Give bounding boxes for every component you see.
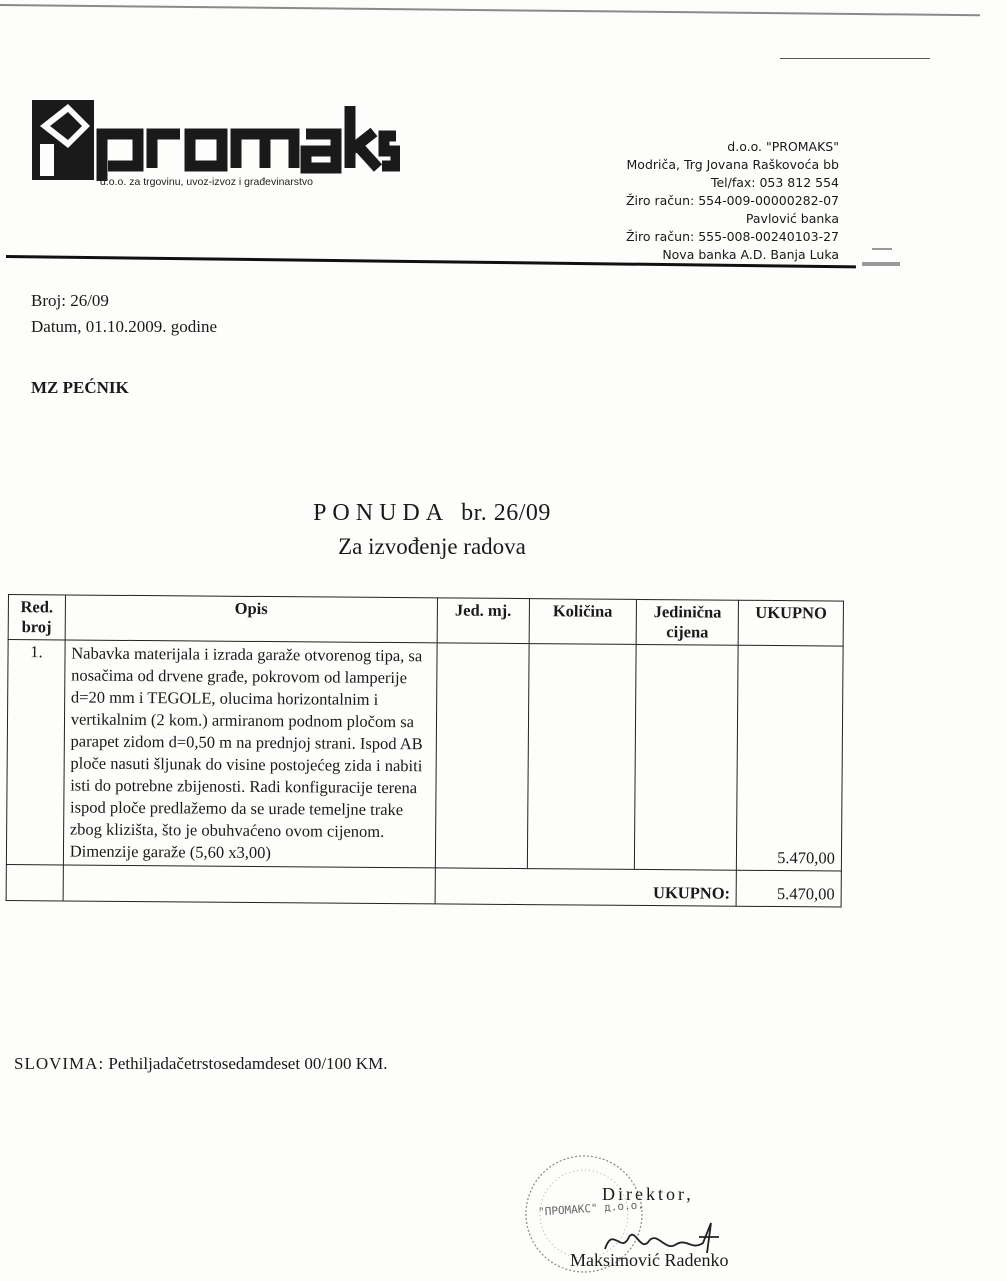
- scan-artifact: [862, 262, 900, 266]
- logo-subtitle: d.o.o. za trgovinu, uvoz-izvoz i građevinarstvo: [100, 176, 314, 188]
- scan-artifact: [872, 248, 892, 250]
- cell-empty: [6, 864, 63, 900]
- cell-red-broj: 1.: [6, 640, 65, 865]
- header-red-broj: Red. broj: [8, 595, 65, 640]
- recipient: MZ PEĆNIK: [31, 378, 129, 397]
- logo-wordmark: [102, 106, 396, 181]
- total-value: 5.470,00: [736, 870, 841, 907]
- table-row: [6, 640, 843, 872]
- cell-ukupno: 5.470,00: [737, 645, 843, 871]
- amount-in-words: [14, 1054, 387, 1074]
- offer-title-word: PONUDA: [313, 500, 450, 526]
- signatory-name: Maksimović Radenko: [570, 1250, 729, 1270]
- header-jedinicna-cijena: Jedinična cijena: [636, 599, 739, 645]
- logo-emblem-icon: [32, 100, 94, 180]
- scan-edge-line: [0, 4, 980, 16]
- header-ukupno: UKUPNO: [739, 600, 844, 646]
- company-line: Žiro račun: 555-008-00240103-27: [625, 229, 839, 244]
- cell-jed-mj: [435, 643, 529, 869]
- offer-number: br. 26/09: [461, 500, 551, 526]
- offer-table: [6, 594, 844, 908]
- amount-in-words-value: Pethiljadačetrstosedamdeset 00/100 KM.: [108, 1054, 388, 1073]
- company-info: [626, 138, 839, 264]
- cell-jedinicna-cijena: [634, 644, 738, 870]
- company-line: Tel/fax: 053 812 554: [710, 175, 839, 190]
- company-line: Modriča, Trg Jovana Raškovoća bb: [626, 157, 839, 172]
- company-line: Pavlović banka: [745, 211, 839, 226]
- cell-opis: Nabavka materijala i izrada garaže otvorenog tipa, sa nosačima od drvene građe, pokrovom od lamperije d=20 mm i TEGOLE, olucima horizontalnim i vertikalnim (2 kom.) armiranom podnom pločom sa parapet zidom d=0,50 m na prednjoj strani. Ispod AB ploče nasuti šljunak do visine postojećeg zida i nabiti isti do potrebne zbijenosti. Radi konfiguracije terena ispod ploče predlažemo da se urade temeljne trake zbog klizišta, što je obuhvaćeno ovom cijenom. Dimenzije garaže (5,60 x3,00): [63, 640, 437, 868]
- scan-edge-line-short: [780, 58, 930, 59]
- header-opis: Opis: [65, 595, 437, 643]
- header-kolicina: Količina: [529, 599, 637, 645]
- cell-kolicina: [527, 644, 636, 870]
- table-header-row: [8, 595, 843, 647]
- header-jed-mj: Jed. mj.: [437, 598, 529, 644]
- offer-title: [0, 500, 864, 527]
- cell-empty: [63, 865, 435, 904]
- offer-subtitle: Za izvođenje radova: [338, 534, 526, 559]
- amount-in-words-label: SLOVIMA:: [14, 1054, 105, 1073]
- document-meta: [31, 288, 217, 340]
- table-empty-row: [6, 864, 841, 907]
- company-line: d.o.o. "PROMAKS": [727, 139, 839, 154]
- total-label: UKUPNO:: [435, 868, 737, 906]
- signature-title: Direktor,: [602, 1184, 694, 1204]
- document-number: Broj: 26/09: [31, 291, 109, 310]
- stamp-text: "ПРОМАКС" д.о.о.: [537, 1198, 645, 1219]
- company-line: Nova banka A.D. Banja Luka: [662, 247, 839, 262]
- document-date: Datum, 01.10.2009. godine: [31, 317, 218, 336]
- company-line: Žiro račun: 554-009-00000282-07: [625, 193, 839, 208]
